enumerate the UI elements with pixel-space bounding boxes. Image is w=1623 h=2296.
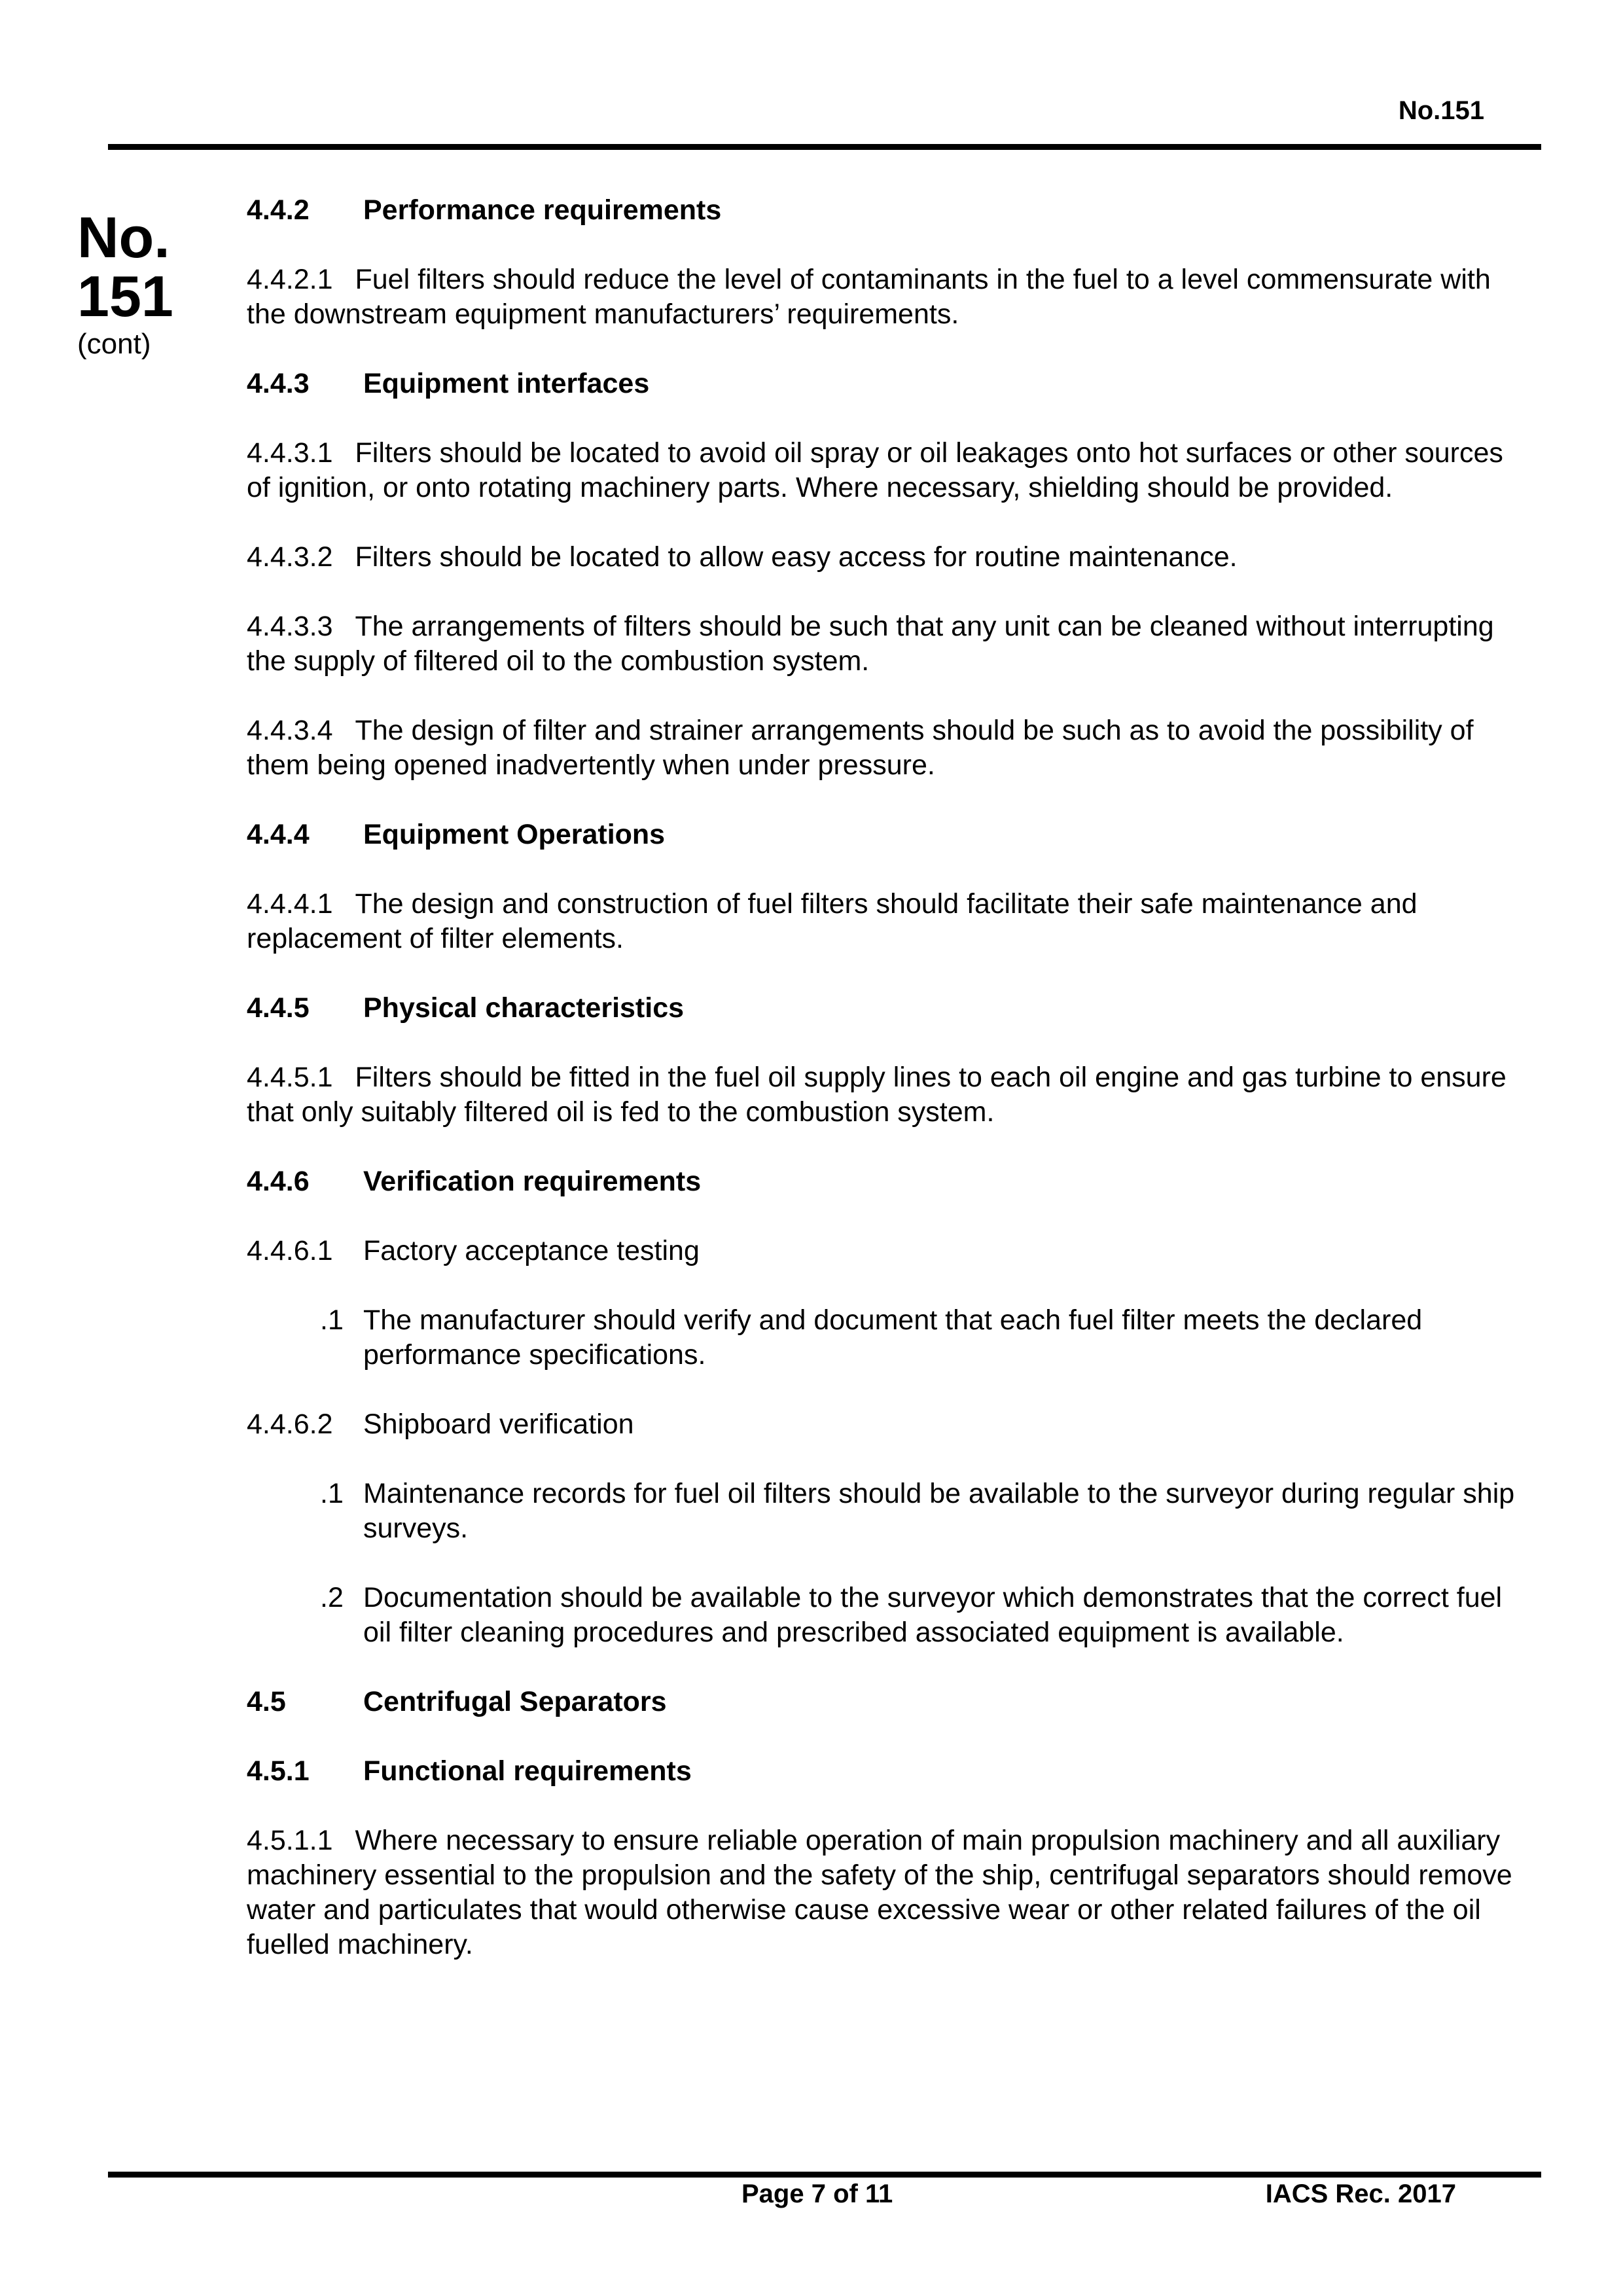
- subitem-text: The manufacturer should verify and document that each fuel filter meets the declared performance specifications.: [363, 1304, 1423, 1371]
- footer-page-number: Page 7 of 11: [741, 2179, 893, 2208]
- heading-title: Equipment interfaces: [363, 368, 650, 399]
- paragraph-4-4-3-4: [247, 713, 1529, 783]
- paragraph-number: 4.4.3.1: [247, 437, 333, 469]
- heading-4-5-1: [247, 1754, 1529, 1789]
- paragraph-4-4-5-1: [247, 1060, 1529, 1130]
- paragraph-text: Filters should be located to avoid oil spray or oil leakages onto hot surfaces or other sources of ignition, or onto rotating machinery parts. Where necessary, shielding should be provided.: [247, 437, 1503, 503]
- heading-number: 4.5: [247, 1686, 286, 1717]
- subitem-marker: .1: [320, 1304, 344, 1336]
- side-label-cont: (cont): [77, 328, 151, 360]
- paragraph-number: 4.4.2.1: [247, 264, 333, 295]
- paragraph-text: Shipboard verification: [363, 1408, 634, 1440]
- paragraph-number: 4.4.6.2: [247, 1408, 333, 1440]
- subitem-text: Documentation should be available to the surveyor which demonstrates that the correct fuel oil filter cleaning procedures and prescribed associated equipment is available.: [363, 1582, 1503, 1648]
- subitem-marker: .1: [320, 1478, 344, 1509]
- heading-4-4-5: [247, 991, 1529, 1026]
- side-label: [77, 205, 208, 361]
- paragraph-text: The arrangements of filters should be such that any unit can be cleaned without interrupting the supply of filtered oil to the combustion system.: [247, 611, 1494, 677]
- paragraph-4-4-4-1: [247, 887, 1529, 956]
- footer-rec-label: IACS Rec. 2017: [1265, 2179, 1456, 2208]
- paragraph-number: 4.4.6.1: [247, 1235, 333, 1266]
- heading-number: 4.4.4: [247, 819, 310, 850]
- paragraph-number: 4.4.3.2: [247, 541, 333, 573]
- heading-title: Centrifugal Separators: [363, 1686, 667, 1717]
- paragraph-number: 4.5.1.1: [247, 1825, 333, 1856]
- heading-4-5: [247, 1685, 1529, 1719]
- subitem-4-4-6-1-1: [247, 1303, 1529, 1372]
- paragraph-text: Filters should be fitted in the fuel oil supply lines to each oil engine and gas turbine to ensure that only suitably filtered oil is fed to the combustion system.: [247, 1062, 1507, 1128]
- paragraph-4-4-3-1: [247, 436, 1529, 505]
- paragraph-number: 4.4.3.3: [247, 611, 333, 642]
- heading-number: 4.4.5: [247, 992, 310, 1024]
- paragraph-4-4-2-1: [247, 262, 1529, 332]
- subitem-marker: .2: [320, 1582, 344, 1613]
- subitem-4-4-6-2-2: [247, 1581, 1529, 1650]
- heading-number: 4.4.3: [247, 368, 310, 399]
- heading-4-4-4: [247, 817, 1529, 852]
- paragraph-number: 4.4.4.1: [247, 888, 333, 920]
- subitem-4-4-6-2-1: [247, 1477, 1529, 1546]
- paragraph-4-5-1-1: [247, 1823, 1529, 1962]
- paragraph-text: The design and construction of fuel filters should facilitate their safe maintenance and replacement of filter elements.: [247, 888, 1418, 954]
- paragraph-number: 4.4.3.4: [247, 715, 333, 746]
- heading-title: Functional requirements: [363, 1755, 692, 1787]
- heading-title: Verification requirements: [363, 1166, 702, 1197]
- header-doc-number: No.151: [1398, 96, 1484, 125]
- paragraph-4-4-3-2: [247, 540, 1529, 575]
- subitem-text: Maintenance records for fuel oil filters should be available to the surveyor during regular ship surveys.: [363, 1478, 1515, 1544]
- heading-4-4-6: [247, 1164, 1529, 1199]
- heading-4-4-3: [247, 367, 1529, 401]
- header-rule: [108, 144, 1541, 150]
- paragraph-text: Where necessary to ensure reliable operation of main propulsion machinery and all auxiliary machinery essential to the propulsion and the safety of the ship, centrifugal separators should remove water and particulates that would otherwise cause excessive wear or other related failures of the oil fuelled machinery.: [247, 1825, 1512, 1960]
- heading-title: Equipment Operations: [363, 819, 666, 850]
- paragraph-number: 4.4.5.1: [247, 1062, 333, 1093]
- heading-number: 4.4.2: [247, 194, 310, 226]
- paragraph-text: Factory acceptance testing: [363, 1235, 700, 1266]
- paragraph-4-4-6-2: [247, 1407, 1529, 1442]
- heading-number: 4.4.6: [247, 1166, 310, 1197]
- side-label-no: No.: [77, 205, 170, 270]
- heading-4-4-2: [247, 193, 1529, 228]
- paragraph-text: Filters should be located to allow easy access for routine maintenance.: [355, 541, 1238, 573]
- paragraph-4-4-6-1: [247, 1234, 1529, 1268]
- document-body: [247, 193, 1529, 1997]
- heading-title: Physical characteristics: [363, 992, 685, 1024]
- side-label-number: 151: [77, 264, 173, 329]
- footer-rule: [108, 2172, 1541, 2178]
- paragraph-text: Fuel filters should reduce the level of contaminants in the fuel to a level commensurate with the downstream equipment manufacturers’ requirements.: [247, 264, 1491, 330]
- paragraph-text: The design of filter and strainer arrangements should be such as to avoid the possibility of them being opened inadvertently when under pressure.: [247, 715, 1474, 781]
- heading-number: 4.5.1: [247, 1755, 310, 1787]
- paragraph-4-4-3-3: [247, 609, 1529, 679]
- heading-title: Performance requirements: [363, 194, 722, 226]
